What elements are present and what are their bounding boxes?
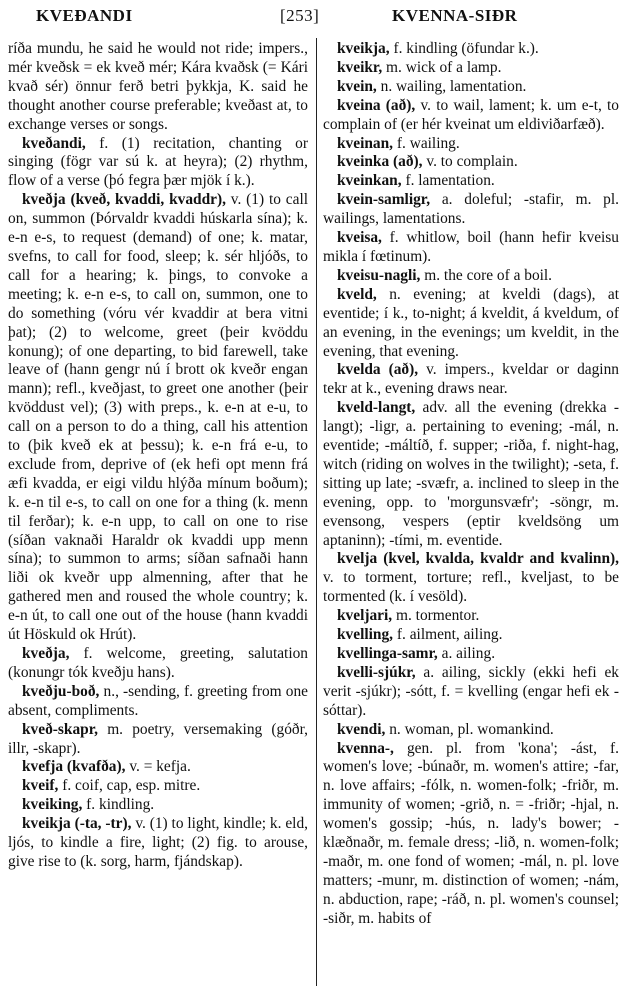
running-header [0,6,625,28]
dictionary-entry [323,645,619,664]
entry-definition: a. doleful; -stafir, m. pl. wailings, lamentations. [323,191,619,228]
entry-definition: f. wailing. [396,134,460,152]
entry-headword: kvein, [337,77,377,95]
entry-headword: kveinkan, [337,172,402,190]
entry-headword: kveld, [337,285,377,303]
entry-headword: kveiking, [22,796,83,814]
entry-headword: kvelja (kvel, kvalda, kvaldr and kvalinn), [337,550,619,568]
entry-definition: m. the core of a boil. [424,266,553,284]
dictionary-entry [323,626,619,645]
entry-definition: v. to torment, torture; refl., kveljast, to be tormented (k. í vesöld). [323,569,619,606]
dictionary-entry [8,777,308,796]
dictionary-entry [323,607,619,626]
entry-headword: kvelda (að), [337,361,419,379]
entry-headword: kvelling, [337,626,394,644]
dictionary-entry [8,191,308,645]
entry-headword: kveðandi, [22,134,86,152]
column-divider [316,38,317,986]
entry-definition: n. woman, pl. womankind. [389,720,554,738]
entry-definition: f. ailment, ailing. [396,626,503,644]
left-column [8,40,308,872]
entry-headword: kveikja, [337,40,390,57]
entry-definition: f. kindling (öfundar k.). [393,40,539,57]
entry-definition: f. coif, cap, esp. mitre. [62,777,201,795]
continued-entry [8,40,308,135]
dictionary-entry [323,191,619,229]
dictionary-entry [323,59,619,78]
entry-definition: v. (1) to light, kindle; k. eld, ljós, to kindle a fire, light; (2) fig. to arouse, give rise to (k. sorg, harm, fjándskap). [8,815,308,870]
entry-definition: gen. pl. from 'kona'; -ást, f. women's love; -búnaðr, m. women's attire; -far, n. love affairs; -fólk, n. women-folk; -friðr, m. immunity of women; -grið, n. = -friðr; -hjal, n. women's gossip; -hús, n. lady's bower; -klæðnaðr, m. female dress; -lið, n. women-folk; -maðr, m. one fond of women; -mál, n. pl. love matters; -munr, m. distinction of women; -nám, n. abduction, rape; -ráð, n. pl. women's counsel; -siðr, m. habits of [323,739,619,927]
dictionary-entry [8,721,308,759]
entry-definition: f. whitlow, boil (hann hefir kveisu mikla í fœtinum). [323,229,619,265]
entry-definition: ríða mundu, he said he would not ride; impers., mér kveðsk = ek kveð mér; Kára kvaðsk (= Kári kvað sér) önnur ferð betri þykkja, K. said he thought another course preferable; kveðast at, to exchange verses or songs. [8,40,308,133]
entry-definition: m. poetry, versemaking (góðr, illr, -skapr). [8,720,308,757]
entry-headword: kvendi, [337,720,386,738]
entry-definition: f. kindling. [86,796,155,814]
page-number: [253] [280,6,320,25]
dictionary-entry [8,796,308,815]
header-last-word: KVENNA-SIÐR [392,6,518,25]
entry-definition: n., -sending, f. greeting from one absent, compliments. [8,682,308,719]
dictionary-entry [323,97,619,135]
dictionary-entry [323,721,619,740]
right-column [323,40,619,929]
dictionary-entry [323,135,619,154]
dictionary-entry [323,664,619,721]
dictionary-entry [323,172,619,191]
entry-definition: m. wick of a lamp. [386,58,502,76]
entry-definition: v. to complain. [426,153,518,171]
dictionary-entry [323,229,619,267]
dictionary-entry [323,740,619,929]
dictionary-entry [323,78,619,97]
dictionary-entry [323,267,619,286]
entry-definition: adv. all the evening (drekka -langt); -ligr, a. pertaining to evening; -mál, n. eventide; -máltíð, f. supper; -riða, f. night-hag, witch (riding on wolves in the twilight); -seta, f. sitting up late; -svæfr, a. inclined to sleep in the evening, opp. to 'morgunsvæfr'; -söngr, m. evensong, vespers (eptir kveldsöng um aptaninn); -tími, m. eventide. [323,399,619,549]
dictionary-entry [323,399,619,550]
entry-headword: kveinan, [337,134,394,152]
entry-definition: n. evening; at kveldi (dags), at eventide; í k., to-night; á kveldit, á kveldum, of an evening, in the evenings; um kveldit, in the evening, that evening. [323,285,619,360]
dictionary-entry [8,815,308,872]
dictionary-entry [8,683,308,721]
dictionary-entry [323,361,619,399]
entry-headword: kveina (að), [337,96,416,114]
entry-headword: kveðja (kveð, kvaddi, kvaddr), [22,191,226,209]
entry-definition: a. ailing, sickly (ekki hefi ek verit -sjúkr); -sótt, f. = kvelling (engar hefi ek -sóttar). [323,663,619,719]
entry-definition: a. ailing. [441,645,496,662]
entry-definition: m. tormentor. [396,607,480,625]
entry-definition: f. (1) recitation, chanting or singing (fögr var sú k. at heyra); (2) rhythm, flow of a verse (þó fegra þær mjök í k.). [8,134,308,190]
entry-headword: kveðja, [22,645,70,662]
entry-headword: kveisu-nagli, [337,266,421,284]
entry-headword: kveinka (að), [337,153,423,171]
entry-headword: kvelli-sjúkr, [337,663,416,681]
dictionary-entry [8,135,308,192]
entry-headword: kvellinga-samr, [337,645,438,662]
entry-headword: kveld-langt, [337,399,416,417]
dictionary-entry [323,550,619,607]
entry-headword: kvefja (kvafða), [22,758,126,776]
entry-headword: kveljari, [337,607,393,625]
entry-definition: v. = kefja. [129,758,191,776]
entry-headword: kveðju-boð, [22,682,100,700]
entry-headword: kveikr, [337,58,383,76]
entry-definition: n. wailing, lamentation. [380,77,527,95]
entry-headword: kveikja (-ta, -tr), [22,815,132,833]
entry-headword: kveð-skapr, [22,720,98,738]
entry-definition: v. (1) to call on, summon (Þórvaldr kvaddi húskarla sína); k. e-n e-s, to request (demand) of one; k. matar, svefns, to call for food, sleep; k. sér hljóðs, to call for a hearing; k. þings, to convoke a meeting; k. e-n e-s, to call on, summon, one to do something (vóru vér kvaddir at bera vitni þat); (2) to welcome, greet (þeir kvöddu konung); of one departing, to bid farewell, take leave of (hann gengr nú í brott ok kveðr engan mann); refl., kveðjast, to greet one another (þeir kvöddust vel); (3) with preps., k. e-n at e-u, to call on a person to do a thing, call his attention to (þik kveð ek at þessu); k. e-n frá e-u, to exclude from, deprive of (ek hefi opt menn frá æfi kvadda, er eigi vildu hlýða mínum boðum); k. e-n til e-s, to call on one for a thing (k. menn til ferðar); k. e-n upp, to call on one to rise (síðan vaknaði Haraldr ok kvaddi upp menn sína); to summon to arms; síðan safnaði hann liði ok kveðr upp almenning, after that he gathered men and roused the whole country; k. e-n út, to call one out of the house (hann kvaddi út Höskuld ok Hrút). [8,191,308,644]
entry-headword: kveisa, [337,229,382,247]
entry-definition: f. welcome, greeting, salutation (konungr tók kveðju hans). [8,645,308,681]
entry-definition: f. lamentation. [405,172,495,190]
entry-headword: kvein-samligr, [337,191,431,209]
dictionary-entry [8,758,308,777]
dictionary-entry [323,153,619,172]
entry-headword: kveif, [22,777,59,795]
dictionary-entry [8,645,308,683]
entry-definition: v. to wail, lament; k. um e-t, to complain of (er hér kveinat um eldiviðarfæð). [323,96,619,133]
entry-headword: kvenna-, [337,739,394,757]
dictionary-entry [323,286,619,362]
entry-definition: v. impers., kveldar or daginn tekr at k., evening draws near. [323,361,619,398]
dictionary-entry [323,40,619,59]
header-first-word: KVEÐANDI [36,6,133,25]
